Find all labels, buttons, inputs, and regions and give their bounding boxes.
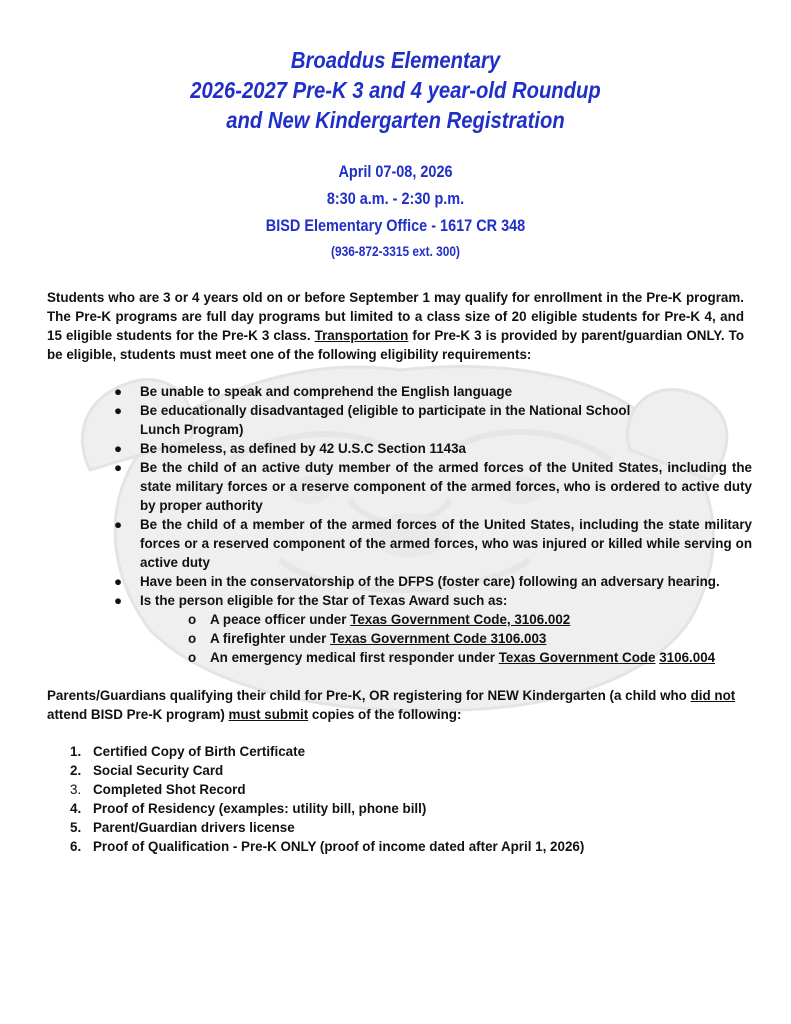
star-of-texas-item: o A peace officer under Texas Government Code, 3106.002 bbox=[188, 612, 571, 627]
bullet-icon: ● bbox=[114, 574, 123, 589]
sub-bullet-icon: o bbox=[188, 650, 197, 665]
event-name: 2026-2027 Pre-K 3 and 4 year-old Roundup bbox=[190, 77, 601, 103]
star-of-texas-item: o A firefighter under Texas Government Code 3106.003 bbox=[188, 631, 547, 646]
bullet-icon: ● bbox=[114, 384, 123, 399]
document-item: 6. Proof of Qualification - Pre-K ONLY (proof of income dated after April 1, 2026) bbox=[70, 839, 585, 854]
bullet-icon: ● bbox=[114, 441, 123, 456]
event-subtitle: and New Kindergarten Registration bbox=[226, 107, 565, 133]
parents-instructions: Parents/Guardians qualifying their child for Pre-K, OR registering for NEW Kindergarten (a child who did not attend BISD Pre-K program) must submit copies of the following: bbox=[47, 688, 736, 722]
event-location: BISD Elementary Office - 1617 CR 348 bbox=[265, 216, 526, 235]
star-of-texas-item: o An emergency medical first responder under Texas Government Code 3106.004 bbox=[188, 650, 716, 665]
sub-bullet-icon: o bbox=[188, 631, 197, 646]
sub-bullet-icon: o bbox=[188, 612, 197, 627]
event-phone: (936-872-3315 ext. 300) bbox=[330, 243, 461, 259]
flyer-title bbox=[47, 45, 743, 135]
required-documents-list bbox=[70, 742, 584, 856]
document-item: 2. Social Security Card bbox=[70, 763, 224, 778]
document-item: 3. Completed Shot Record bbox=[70, 782, 246, 797]
government-code-section: 3106.004 bbox=[659, 650, 716, 665]
requirement-item: ● Have been in the conservatorship of the DFPS (foster care) following an adversary hearing. bbox=[114, 574, 720, 589]
did-not-emphasis: did not bbox=[690, 688, 736, 703]
event-details bbox=[0, 158, 791, 263]
requirement-item: ● Be the child of a member of the armed forces of the United States, including the state military forces or a reserved component of the armed forces, who was injured or killed while serving on active duty bbox=[114, 517, 752, 570]
intro-text-end: for Pre-K 3 is provided by parent/guardian ONLY. To be eligible, students must meet one of the following eligibility requirements: bbox=[47, 328, 744, 362]
eligibility-requirements-list bbox=[112, 382, 752, 667]
star-of-texas-list bbox=[140, 610, 752, 667]
school-name: Broaddus Elementary bbox=[290, 47, 501, 73]
government-code-reference: Texas Government Code bbox=[498, 650, 656, 665]
bullet-icon: ● bbox=[114, 460, 123, 475]
government-code-reference: Texas Government Code 3106.003 bbox=[330, 631, 547, 646]
transportation-word: Transportation bbox=[314, 328, 409, 343]
requirement-item: ● Is the person eligible for the Star of Texas Award such as: o A peace officer under Texas Government Code, 3106.002 o A firefighter under Texas Government Code 3106.003 o An emergency medical first responder under Texas Government Code 3106.004 bbox=[112, 591, 752, 667]
event-dates: April 07-08, 2026 bbox=[338, 162, 453, 181]
requirement-item: ● Be homeless, as defined by 42 U.S.C Section 1143a bbox=[114, 441, 466, 456]
document-item: 1. Certified Copy of Birth Certificate bbox=[70, 744, 306, 759]
requirement-item: ● Be the child of an active duty member of the armed forces of the United States, including the state military forces or a reserve component of the armed forces, who is ordered to active duty by proper authority bbox=[114, 460, 752, 513]
event-time: 8:30 a.m. - 2:30 p.m. bbox=[326, 189, 465, 208]
requirement-item: ● Be educationally disadvantaged (eligible to participate in the National School Lunch Program) bbox=[114, 403, 631, 437]
requirement-item: ● Be unable to speak and comprehend the English language bbox=[114, 384, 513, 399]
intro-text: Students who are 3 or 4 years old on or before September 1 may qualify for enrollment in the Pre-K program. The Pre-K programs are full day programs but limited to a class size of 20 eligible students for Pre-K 4, and 15 eligible students for the Pre-K 3 class. bbox=[47, 290, 744, 343]
government-code-reference: Texas Government Code, 3106.002 bbox=[350, 612, 571, 627]
document-item: 5. Parent/Guardian drivers license bbox=[70, 820, 295, 835]
eligibility-intro bbox=[47, 288, 744, 364]
bullet-icon: ● bbox=[114, 403, 123, 418]
document-item: 4. Proof of Residency (examples: utility bill, phone bill) bbox=[70, 801, 427, 816]
bullet-icon: ● bbox=[114, 593, 123, 608]
bullet-icon: ● bbox=[114, 517, 123, 532]
must-submit-emphasis: must submit bbox=[228, 707, 309, 722]
